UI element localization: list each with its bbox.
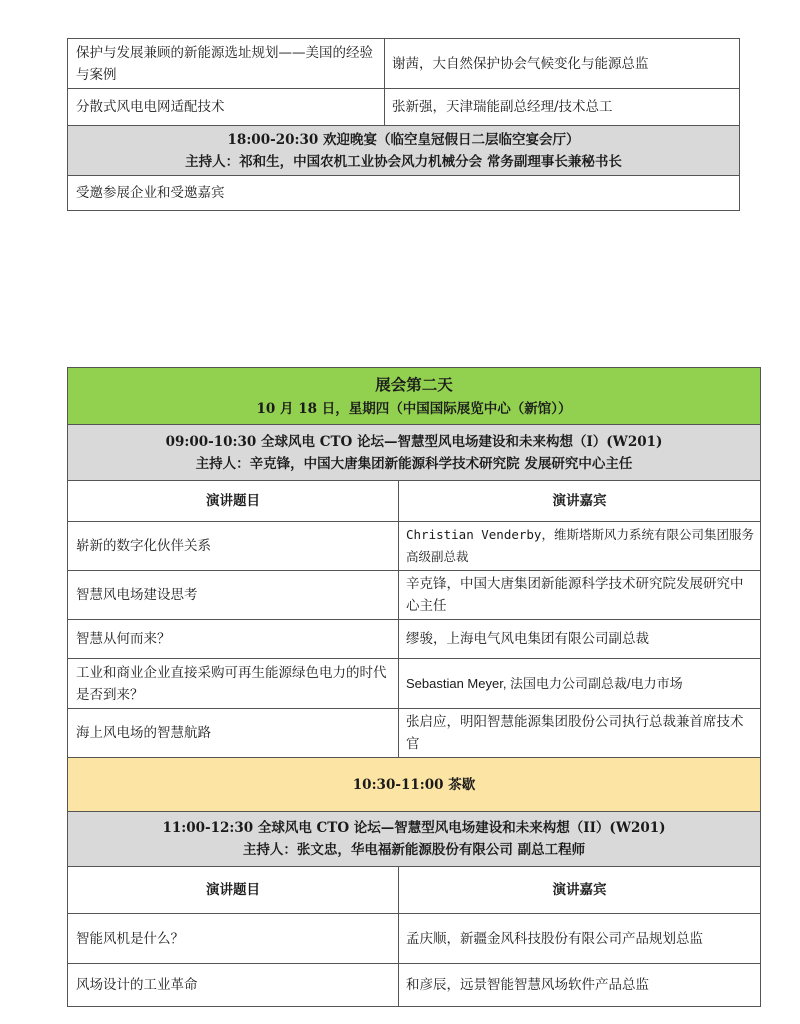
day2-agenda-table: [67, 367, 761, 1007]
talk-topic: 智慧风电场建设思考: [68, 571, 399, 620]
talk-speaker: 辛克锋，中国大唐集团新能源科学技术研究院发展研究中心主任: [399, 571, 761, 620]
session-header-row: [68, 812, 761, 867]
talk-topic: 海上风电场的智慧航路: [68, 709, 399, 758]
table-row: [68, 709, 761, 758]
session-header: [68, 425, 761, 481]
table-row: [68, 522, 761, 571]
banquet-title: 18:00-20:30 欢迎晚宴（临空皇冠假日二层临空宴会厅）: [227, 131, 580, 148]
talk-speaker: 孟庆顺，新疆金风科技股份有限公司产品规划总监: [399, 914, 761, 964]
tea-break: 10:30-11:00 茶歇: [68, 758, 761, 812]
column-header-topic: 演讲题目: [68, 481, 399, 522]
talk-speaker-text: Christian Venderby，维斯塔斯风力系统有限公司集团服务高级副总裁: [406, 527, 754, 564]
table-row: [68, 571, 761, 620]
talk-topic: 崭新的数字化伙伴关系: [68, 522, 399, 571]
column-header-row: [68, 481, 761, 522]
talk-topic: 分散式风电电网适配技术: [68, 89, 385, 126]
session-title: 11:00-12:30 全球风电 CTO 论坛—智慧型风电场建设和未来构想（II）(W201): [162, 820, 666, 836]
day-subtitle: 10 月 18 日，星期四（中国国际展览中心（新馆））: [256, 401, 572, 417]
column-header-speaker: 演讲嘉宾: [399, 481, 761, 522]
break-row: [68, 758, 761, 812]
talk-topic: 工业和商业企业直接采购可再生能源绿色电力的时代是否到来？: [68, 659, 399, 709]
column-header-topic: 演讲题目: [68, 867, 399, 914]
banquet-header: [68, 126, 740, 176]
day1-agenda-table: [67, 38, 740, 211]
talk-topic: 风场设计的工业革命: [68, 964, 399, 1007]
talk-speaker: 谢茜，大自然保护协会气候变化与能源总监: [385, 39, 740, 89]
table-row: [68, 176, 740, 211]
column-header-row: [68, 867, 761, 914]
table-row: [68, 620, 761, 659]
session-header-row: [68, 425, 761, 481]
day-title: 展会第二天: [375, 375, 453, 394]
table-row: [68, 39, 740, 89]
talk-speaker: 和彦辰，远景智能智慧风场软件产品总监: [399, 964, 761, 1007]
table-row: [68, 964, 761, 1007]
session-header: [68, 812, 761, 867]
table-row: [68, 914, 761, 964]
talk-topic: 保护与发展兼顾的新能源选址规划——美国的经验与案例: [68, 39, 385, 89]
talk-speaker-text: Sebastian Meyer, 法国电力公司副总裁/电力市场: [406, 675, 683, 691]
talk-speaker: 张新强，天津瑞能副总经理/技术总工: [385, 89, 740, 126]
talk-topic: 智能风机是什么？: [68, 914, 399, 964]
session-host: 主持人：张文忠，华电福新能源股份有限公司 副总工程师: [242, 842, 586, 858]
table-row: [68, 89, 740, 126]
table-row: [68, 659, 761, 709]
banquet-header-row: [68, 126, 740, 176]
day-header-row: [68, 368, 761, 425]
banquet-host: 主持人：祁和生，中国农机工业协会风力机械分会 常务副理事长兼秘书长: [185, 153, 622, 170]
talk-topic: 智慧从何而来？: [68, 620, 399, 659]
talk-speaker: [399, 522, 761, 571]
column-header-speaker: 演讲嘉宾: [399, 867, 761, 914]
banquet-guests: 受邀参展企业和受邀嘉宾: [68, 176, 740, 211]
talk-speaker: 张启应，明阳智慧能源集团股份公司执行总裁兼首席技术官: [399, 709, 761, 758]
talk-speaker: [399, 659, 761, 709]
day-header: [68, 368, 761, 425]
session-host: 主持人：辛克锋，中国大唐集团新能源科学技术研究院 发展研究中心主任: [195, 455, 633, 472]
talk-speaker: 缪骏，上海电气风电集团有限公司副总裁: [399, 620, 761, 659]
session-title: 09:00-10:30 全球风电 CTO 论坛—智慧型风电场建设和未来构想（I）(W201): [165, 433, 663, 450]
